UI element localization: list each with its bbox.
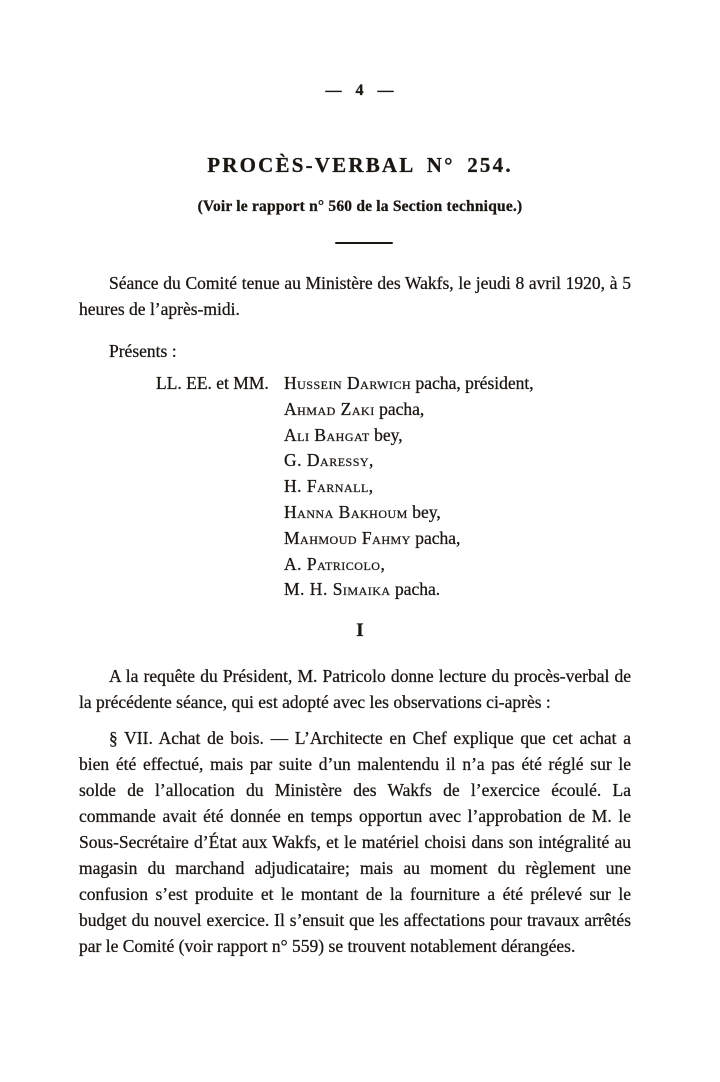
- attendee-name-smallcaps: H. Farnall: [284, 476, 369, 497]
- attendee-row: [156, 526, 534, 552]
- attendee-row: [156, 500, 534, 526]
- attendee-name-smallcaps: Hanna Bakhoum: [284, 501, 408, 522]
- attendee-name-suffix: ,: [368, 476, 374, 497]
- attendee-row: [156, 474, 534, 500]
- attendee-name: [284, 554, 385, 574]
- presents-label: Présents :: [109, 341, 177, 361]
- separator-rule: [335, 242, 393, 244]
- attendee-row: [156, 397, 534, 423]
- attendee-name: [284, 371, 534, 397]
- page-number: — 4 —: [325, 82, 395, 99]
- attendees-prefix: LL. EE. et MM.: [156, 373, 269, 393]
- document-title: PROCÈS-VERBAL N° 254.: [207, 153, 513, 177]
- attendee-name-smallcaps: G. Daressy: [284, 450, 370, 471]
- attendee-name-smallcaps: A. Patricolo: [284, 553, 381, 574]
- session-paragraph: Séance du Comité tenue au Ministère des Wakfs, le jeudi 8 avril 1920, à 5 heures de l’après-midi.: [79, 273, 631, 319]
- attendee-name-suffix: pacha,: [410, 527, 461, 548]
- attendee-row: [156, 552, 534, 578]
- attendee-name-suffix: bey,: [369, 424, 403, 445]
- attendee-row: [156, 371, 534, 397]
- attendee-name-suffix: ,: [380, 553, 385, 574]
- attendees-list: [156, 371, 534, 603]
- attendee-name: [284, 502, 441, 522]
- attendee-name: [284, 425, 403, 445]
- attendee-name-suffix: bey,: [407, 501, 441, 522]
- attendee-name-smallcaps: Ali Bahgat: [284, 424, 370, 445]
- attendee-name-smallcaps: M. H. Simaika: [284, 579, 391, 600]
- attendee-name-suffix: pacha, président,: [411, 373, 534, 393]
- attendee-name-suffix: ,: [369, 450, 374, 471]
- attendee-name-suffix: pacha,: [374, 398, 425, 419]
- attendee-name: [284, 528, 460, 548]
- attendee-name-smallcaps: Hussein Darwich: [284, 373, 412, 393]
- attendee-name-suffix: pacha.: [390, 579, 441, 600]
- section-heading: I: [356, 620, 364, 641]
- attendee-name-smallcaps: Mahmoud Fahmy: [284, 527, 411, 548]
- attendee-row: [156, 577, 534, 603]
- attendee-name-smallcaps: Ahmad Zaki: [284, 398, 375, 419]
- attendee-row: [156, 448, 534, 474]
- paragraph-intro: A la requête du Président, M. Patricolo donne lecture du procès-verbal de la précédente séance, qui est adopté avec les observations ci-après :: [79, 666, 631, 712]
- attendee-row: [156, 423, 534, 449]
- attendee-name: [284, 476, 373, 496]
- paragraph-achat-de-bois: § VII. Achat de bois. — L’Architecte en Chef explique que cet achat a bien été effectué, mais par suite d’un malentendu il n’a pas été réglé sur le solde de l’allocation du Ministère des Wakfs de l’exercice écoulé. La commande avait été donnée en temps opportun avec l’approbation de M. le Sous-Secrétaire d’État aux Wakfs, et le matériel choisi dans son intégralité au magasin du marchand adjudicataire; mais au moment du règlement une confusion s’est produite et le montant de la fourniture a été prélevé sur le budget du nouvel exercice. Il s’ensuit que les affectations pour travaux arrêtés par le Comité (voir rapport n° 559) se trouvent notablement dérangées.: [79, 728, 631, 956]
- attendee-name: [284, 450, 373, 470]
- attendee-name: [284, 399, 424, 419]
- document-subtitle: (Voir le rapport n° 560 de la Section technique.): [197, 198, 523, 215]
- attendee-name: [284, 579, 440, 599]
